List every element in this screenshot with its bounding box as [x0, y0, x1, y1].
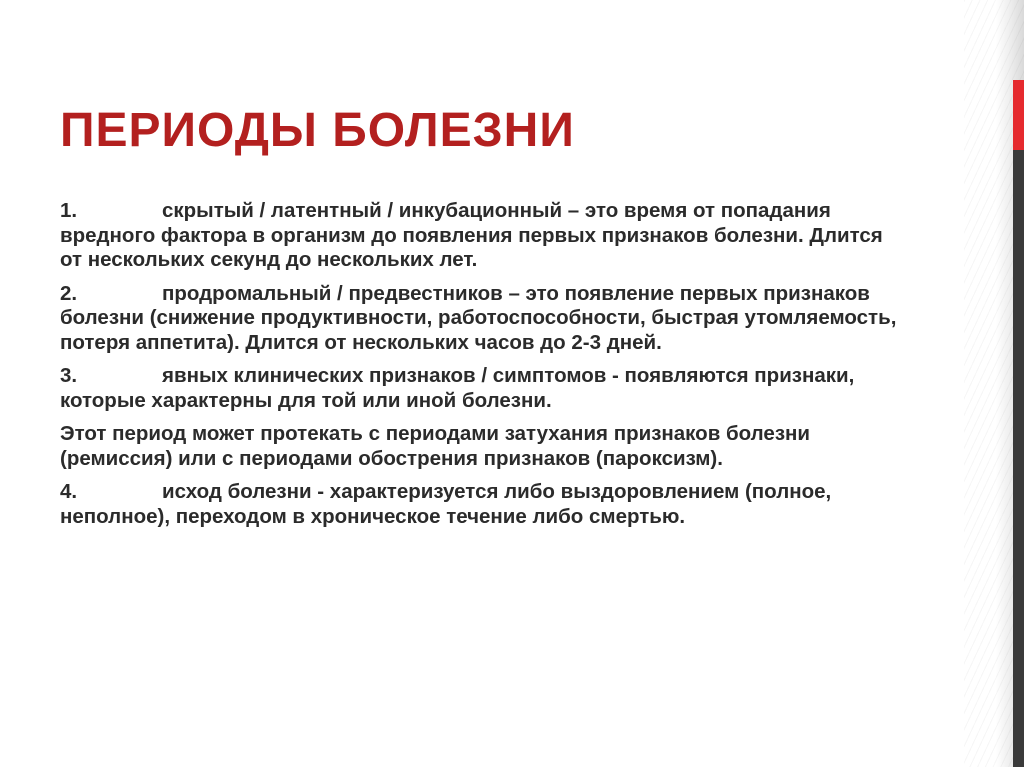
- paragraph-clinical-period: [60, 364, 910, 413]
- paragraph-outcome-period: [60, 480, 910, 529]
- accent-bar-red: [1013, 80, 1024, 150]
- slide-title: ПЕРИОДЫ БОЛЕЗНИ: [60, 104, 575, 157]
- accent-bar-dark: [1013, 150, 1024, 767]
- paragraph-text: скрытый / латентный / инкубационный – это время от попадания вредного фактора в организм до появления первых признаков болезни. Длится от нескольких секунд до нескольких лет.: [60, 199, 883, 271]
- paragraph-text: Этот период может протекать с периодами затухания признаков болезни (ремиссия) или с периодами обострения признаков (пароксизм).: [60, 422, 810, 470]
- paragraph-number: 2.: [60, 281, 78, 305]
- paragraph-prodromal-period: [60, 282, 910, 356]
- paragraph-number: 4.: [60, 480, 78, 503]
- paragraph-remission-note: [60, 422, 910, 471]
- slide-body: [60, 199, 910, 538]
- paragraph-latent-period: [60, 199, 910, 273]
- paragraph-number: 3.: [60, 364, 78, 387]
- paragraph-text: исход болезни - характеризуется либо выздоровлением (полное, неполное), переходом в хроническое течение либо смертью.: [60, 480, 832, 528]
- paragraph-text: продромальный / предвестников – это появление первых признаков болезни (снижение продуктивности, работоспособности, быстрая утомляемость, потеря аппетита). Длится от нескольких часов до 2-3 дней.: [60, 281, 897, 354]
- paragraph-text: явных клинических признаков / симптомов - появляются признаки, которые характерны для той или иной болезни.: [60, 364, 855, 412]
- paragraph-number: 1.: [60, 199, 78, 222]
